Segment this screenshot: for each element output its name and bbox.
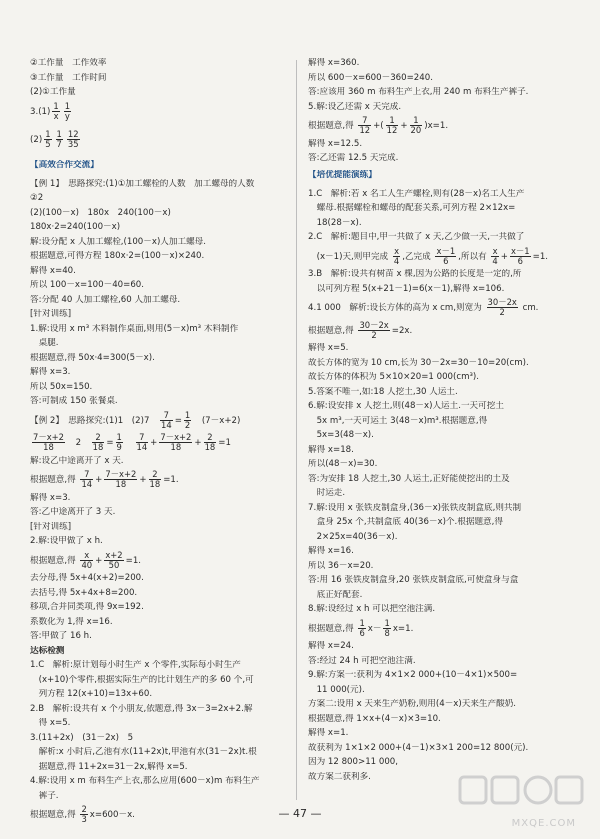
text-segment: x－ bbox=[367, 623, 382, 634]
text-line: 裤子. bbox=[30, 790, 59, 801]
text-segment: =2x. bbox=[391, 325, 413, 336]
text-line: 列方程 12(x+10)=13x+60. bbox=[30, 689, 153, 699]
text-segment: 2 bbox=[67, 438, 90, 448]
text-segment bbox=[125, 438, 134, 448]
text-segment: + bbox=[400, 121, 408, 131]
text-line: 桌腿. bbox=[30, 338, 59, 348]
text-segment: + bbox=[95, 555, 103, 566]
numerator: 1 bbox=[184, 410, 191, 420]
numerator: 7 bbox=[358, 116, 371, 126]
text-line: 方案二:设用 x 天来生产奶粉,则用(4－x)天来生产酸奶. bbox=[308, 699, 517, 709]
denominator: 7 bbox=[56, 138, 62, 149]
denominator: 3 bbox=[81, 814, 87, 824]
fraction bbox=[149, 470, 162, 489]
text-segment: 根据题意,得 bbox=[30, 475, 79, 485]
fraction bbox=[358, 116, 371, 135]
numerator: 2 bbox=[92, 433, 105, 443]
numerator: 1 bbox=[359, 618, 365, 628]
text-line: 底正好配套. bbox=[308, 589, 363, 600]
fraction bbox=[184, 411, 191, 430]
text-segment: = bbox=[106, 438, 114, 448]
text-line: 故长方体的宽为 10 cm,长为 30－2x=30－10=20(cm). bbox=[308, 357, 529, 368]
denominator: 14 bbox=[136, 442, 148, 452]
text-line: 因为 12 800>11 000, bbox=[308, 757, 398, 767]
fraction bbox=[32, 433, 65, 452]
text-segment: + bbox=[194, 438, 202, 448]
text-segment: 根据题意,得 bbox=[308, 121, 357, 131]
text-line: 5.解:设乙还需 x 天完成. bbox=[308, 101, 402, 112]
fraction bbox=[160, 411, 173, 430]
text-segment: 根据题意,得 bbox=[308, 623, 357, 634]
text-line: 【高效合作交流】 bbox=[30, 159, 99, 170]
text-line: 螺母.根据螺栓和螺母的配套关系,可列方程 2×12x= bbox=[308, 203, 516, 213]
column-divider bbox=[296, 60, 297, 800]
numerator: 1 bbox=[386, 116, 399, 126]
numerator: x+2 bbox=[105, 550, 123, 560]
text-line bbox=[308, 247, 578, 266]
text-segment: + bbox=[150, 438, 158, 448]
fraction bbox=[358, 619, 365, 638]
text-line: 所以(48－x)=30. bbox=[308, 459, 378, 469]
denominator: 40 bbox=[81, 559, 93, 570]
text-line: (x+10)个零件,根据实际生产的比计划生产的多 60 个,可 bbox=[30, 674, 254, 685]
denominator: 4 bbox=[492, 255, 498, 266]
numerator: 1 bbox=[384, 618, 390, 628]
text-segment: +( bbox=[373, 121, 384, 131]
fraction bbox=[80, 470, 93, 489]
numerator: 7 bbox=[136, 433, 149, 443]
denominator: 4 bbox=[393, 255, 400, 266]
text-segment: )x=1. bbox=[424, 121, 449, 131]
fraction bbox=[510, 247, 531, 266]
fraction bbox=[358, 321, 389, 340]
text-line: 盒身 25x 个,共制盒底 40(36－x)个.根据题意,得 bbox=[308, 517, 503, 527]
text-line: 【例 1】 思路探究:(1)①加工螺栓的人数 加工螺母的人数 bbox=[30, 178, 255, 189]
text-line: 根据题意,可得方程 180x·2=(100－x)×240. bbox=[30, 251, 205, 261]
numerator: 2 bbox=[81, 805, 87, 814]
denominator: 18 bbox=[170, 442, 182, 452]
numerator: 7－x+2 bbox=[105, 470, 137, 479]
text-segment: 根据题意,得 bbox=[308, 325, 357, 336]
text-line: 所以 600－x=600－360=240. bbox=[308, 72, 433, 83]
text-line: [针对训练] bbox=[30, 521, 72, 532]
text-line: 解得 x=40. bbox=[30, 265, 76, 276]
fraction bbox=[410, 116, 423, 135]
text-segment: =1. bbox=[163, 475, 179, 485]
denominator: 18 bbox=[149, 479, 161, 489]
text-line: 答:乙还需 12.5 天完成. bbox=[308, 153, 399, 163]
text-line: 11 000(元). bbox=[308, 684, 365, 695]
text-line bbox=[308, 232, 578, 243]
denominator: 18 bbox=[92, 442, 104, 452]
denominator: 2 bbox=[499, 307, 505, 317]
denominator: 18 bbox=[115, 479, 127, 489]
text-line: 2.B 解析:设共有 x 个小朋友,依题意,得 3x－3=2x+2.解 bbox=[30, 703, 253, 714]
fraction bbox=[386, 116, 399, 135]
text-segment: + bbox=[500, 251, 508, 262]
text-line bbox=[30, 411, 300, 430]
numerator: 7 bbox=[160, 411, 173, 421]
fraction bbox=[393, 247, 400, 266]
text-line bbox=[308, 116, 578, 135]
text-line: 5x m³,一天可运土 3(48－x)m³.根据题意,得 bbox=[308, 415, 488, 426]
numerator: 1 bbox=[53, 101, 59, 111]
fraction bbox=[92, 433, 105, 452]
numerator: 1 bbox=[56, 129, 62, 139]
text-segment: (2) bbox=[30, 134, 43, 145]
numerator: x bbox=[492, 246, 498, 256]
numerator: 30－2x bbox=[359, 320, 389, 330]
numerator: 1 bbox=[64, 101, 71, 111]
text-line: 所以 100－x=100－40=60. bbox=[30, 280, 145, 290]
denominator: 6 bbox=[359, 627, 365, 638]
text-line: 答:为安排 18 人挖土,30 人运土,正好能使挖出的土及 bbox=[308, 473, 510, 484]
left-column bbox=[30, 58, 300, 828]
right-column bbox=[308, 58, 578, 786]
text-line bbox=[308, 321, 578, 340]
text-line: 得 x=5. bbox=[30, 718, 71, 728]
text-line: 3.B 解析:设共有树苗 x 棵,因为公路的长度是一定的,所 bbox=[308, 269, 522, 279]
fraction bbox=[104, 470, 137, 489]
text-line: 去括号,得 5x+4x+8=200. bbox=[30, 587, 138, 598]
text-line: ③工作量 工作时间 bbox=[30, 72, 107, 83]
text-line: 答:甲做了 16 h. bbox=[30, 631, 92, 641]
text-line: ②2 bbox=[30, 193, 44, 203]
watermark-text: MXQE.COM bbox=[511, 818, 576, 829]
numerator: 7 bbox=[80, 470, 93, 480]
text-segment: x=600－x. bbox=[89, 810, 135, 820]
fraction bbox=[67, 130, 80, 149]
text-line: 解得 x=3. bbox=[30, 492, 71, 503]
denominator: 35 bbox=[67, 138, 79, 149]
text-segment: = bbox=[174, 415, 182, 426]
fraction bbox=[487, 298, 518, 317]
denominator: 6 bbox=[517, 255, 523, 266]
numerator: 7－x+2 bbox=[33, 433, 65, 442]
fraction bbox=[204, 433, 217, 452]
text-line: 移项,合并同类项,得 9x=192. bbox=[30, 602, 144, 612]
numerator: 1 bbox=[410, 116, 423, 126]
numerator: 2 bbox=[149, 470, 162, 480]
fraction bbox=[64, 102, 71, 121]
denominator: 8 bbox=[384, 627, 390, 638]
text-line: 解得 x=16. bbox=[308, 546, 354, 556]
text-line: 所以 50x=150. bbox=[30, 381, 93, 392]
text-line: 答:经过 24 h 可把空池注满. bbox=[308, 655, 416, 666]
denominator: 14 bbox=[161, 419, 172, 430]
denominator: x bbox=[53, 110, 59, 121]
denominator: 2 bbox=[371, 329, 377, 340]
text-line: ②工作量 工作效率 bbox=[30, 58, 107, 68]
fraction bbox=[116, 433, 123, 452]
text-line: 1.C 解析:若 x 名工人生产螺栓,则有(28－x)名工人生产 bbox=[308, 188, 525, 199]
text-line: 5.答案不唯一,如:18 人挖土,30 人运土. bbox=[308, 386, 458, 397]
denominator: 5 bbox=[45, 138, 51, 149]
text-line: 故获利为 1×1×2 000+(4－1)×3×1 200=12 800(元). bbox=[308, 742, 529, 753]
fraction bbox=[435, 247, 456, 266]
fraction bbox=[52, 102, 59, 121]
numerator: 1 bbox=[45, 129, 51, 139]
numerator: 1 bbox=[116, 433, 122, 442]
fraction bbox=[491, 247, 498, 266]
text-line: 【培优提能演练】 bbox=[308, 169, 377, 180]
text-line: 根据题意,得 50x·4=300(5－x). bbox=[30, 352, 155, 363]
text-line: 解得 x=18. bbox=[308, 444, 354, 455]
denominator: 14 bbox=[81, 479, 93, 489]
text-line: 8.解:设经过 x h 可以把空池注满. bbox=[308, 604, 436, 614]
text-line: 答:用 16 张铁皮制盒身,20 张铁皮制盒底,可使盒身与盒 bbox=[308, 575, 519, 585]
text-line: 解得 x=24. bbox=[308, 641, 354, 651]
text-line bbox=[308, 619, 578, 638]
numerator: x bbox=[394, 246, 400, 256]
text-line: 达标检测 bbox=[30, 645, 65, 656]
text-line: 5x=3(48－x). bbox=[308, 430, 374, 440]
numerator: 7－x+2 bbox=[160, 433, 192, 442]
text-line: 答:分配 40 人加工螺栓,60 人加工螺母. bbox=[30, 294, 181, 305]
text-segment: (7－x+2) bbox=[193, 415, 241, 426]
fraction bbox=[383, 619, 390, 638]
text-line: 以可列方程 5(x+21－1)=6(x－1),解得 x=106. bbox=[308, 283, 505, 294]
text-line: 所以 36－x=20. bbox=[308, 560, 374, 571]
text-line: 解得 x=5. bbox=[308, 343, 349, 353]
text-segment: x=1. bbox=[392, 623, 414, 634]
numerator: x－1 bbox=[436, 246, 456, 256]
text-line: 答:可制成 150 张餐桌. bbox=[30, 396, 118, 406]
denominator: 2 bbox=[184, 419, 191, 430]
text-line: 1.解:设用 x m³ 木料制作桌面,则用(5－x)m³ 木料制作 bbox=[30, 323, 239, 334]
text-line bbox=[30, 433, 300, 452]
text-line: 解:设分配 x 人加工螺栓,(100－x)人加工螺母. bbox=[30, 236, 207, 247]
text-segment: 4.1 000 解析:设长方体的高为 x cm,则宽为 bbox=[308, 303, 485, 313]
page-number: — 47 — bbox=[278, 807, 322, 820]
text-line: 7.解:设用 x 张铁皮制盒身,(36－x)张铁皮制盒底,则共制 bbox=[308, 502, 522, 513]
text-line bbox=[30, 102, 300, 121]
numerator: 30－2x bbox=[487, 298, 517, 307]
text-segment: 2.C 解析:题目中,甲一共做了 x 天,乙少做一天,一共做了 bbox=[308, 232, 525, 242]
text-segment: + bbox=[95, 475, 103, 485]
denominator: 12 bbox=[386, 125, 398, 135]
text-line: 据题意,得 11+2x=31－2x,解得 x=5. bbox=[30, 761, 188, 772]
text-segment: 根据题意,得 bbox=[30, 810, 79, 820]
text-line: 解得 x=1. bbox=[308, 728, 349, 738]
numerator: x－1 bbox=[510, 246, 530, 256]
text-line: [针对训练] bbox=[30, 309, 72, 319]
text-segment: (x－1)天,则甲完成 bbox=[308, 251, 391, 262]
text-line: 时运走. bbox=[308, 488, 346, 498]
text-line: 解得 x=3. bbox=[30, 367, 71, 377]
fraction bbox=[56, 130, 63, 149]
text-segment: =1. bbox=[125, 555, 142, 566]
text-segment: 根据题意,得 bbox=[30, 555, 79, 566]
denominator: 50 bbox=[108, 559, 120, 570]
denominator: y bbox=[64, 110, 70, 121]
numerator: x bbox=[80, 551, 93, 561]
text-line bbox=[308, 298, 578, 317]
text-line: (2)①工作量 bbox=[30, 87, 76, 97]
text-line: 答:应该用 360 m 布料生产上衣,用 240 m 布料生产裤子. bbox=[308, 87, 529, 97]
text-line: 6.解:设安排 x 人挖土,则(48－x)人运土.一天可挖土 bbox=[308, 401, 504, 411]
fraction bbox=[136, 433, 149, 452]
fraction bbox=[44, 130, 51, 149]
fraction bbox=[159, 433, 192, 452]
denominator: 20 bbox=[410, 125, 422, 135]
text-line: 18(28－x). bbox=[308, 217, 362, 228]
numerator: 2 bbox=[204, 433, 217, 443]
denominator: 18 bbox=[43, 442, 54, 452]
text-line: 答:乙中途离开了 3 天. bbox=[30, 507, 116, 517]
text-line: 1.C 解析:原计划每小时生产 x 个零件,实际每小时生产 bbox=[30, 660, 241, 670]
fraction bbox=[104, 551, 123, 570]
text-line bbox=[30, 551, 300, 570]
text-segment: =1 bbox=[218, 438, 231, 448]
text-line: 故方案二获利多. bbox=[308, 771, 371, 782]
text-line: 9.解:方案一:获利为 4×1×2 000+(10－4×1)×500= bbox=[308, 670, 518, 680]
text-segment: 【例 2】 思路探究:(1)1 (2)7 bbox=[30, 415, 159, 426]
text-line: 3.(11+2x) (31－2x) 5 bbox=[30, 732, 134, 743]
text-line: 2.解:设甲做了 x h. bbox=[30, 536, 103, 546]
text-line: 故长方体的体积为 5×10×20=1 000(cm³). bbox=[308, 372, 480, 382]
text-line: 解析:x 小时后,乙池有水(11+2x)t,甲池有水(31－2x)t.根 bbox=[30, 747, 257, 757]
denominator: 12 bbox=[359, 125, 371, 135]
text-line bbox=[30, 130, 300, 149]
text-line: 去分母,得 5x+4(x+2)=200. bbox=[30, 573, 144, 583]
text-segment: + bbox=[139, 475, 147, 485]
denominator: 18 bbox=[204, 442, 216, 452]
text-segment: =1. bbox=[532, 251, 549, 262]
text-segment: cm. bbox=[519, 303, 539, 313]
text-segment: 3.(1) bbox=[30, 106, 51, 117]
text-line: 2×25x=40(36－x). bbox=[308, 531, 398, 542]
text-line: 系数化为 1,得 x=16. bbox=[30, 616, 113, 627]
fraction bbox=[80, 551, 93, 570]
text-segment: ,乙完成 bbox=[402, 251, 434, 262]
numerator: 12 bbox=[67, 129, 79, 139]
text-segment: ,所以有 bbox=[458, 251, 490, 262]
text-line: 解:设乙中途离开了 x 天. bbox=[30, 455, 124, 466]
text-line: 解得 x=12.5. bbox=[308, 138, 363, 149]
text-line: 根据题意,得 1×x+(4－x)×3=10. bbox=[308, 713, 441, 724]
text-line: 解得 x=360. bbox=[308, 58, 360, 68]
denominator: 9 bbox=[116, 442, 122, 452]
text-line: (2)(100－x) 180x 240(100－x) bbox=[30, 207, 171, 218]
text-line: 4.解:设用 x m 布料生产上衣,那么应用(600－x)m 布料生产 bbox=[30, 776, 260, 786]
denominator: 6 bbox=[443, 255, 449, 266]
text-line: 180x·2=240(100－x) bbox=[30, 222, 121, 232]
text-line bbox=[30, 470, 300, 489]
